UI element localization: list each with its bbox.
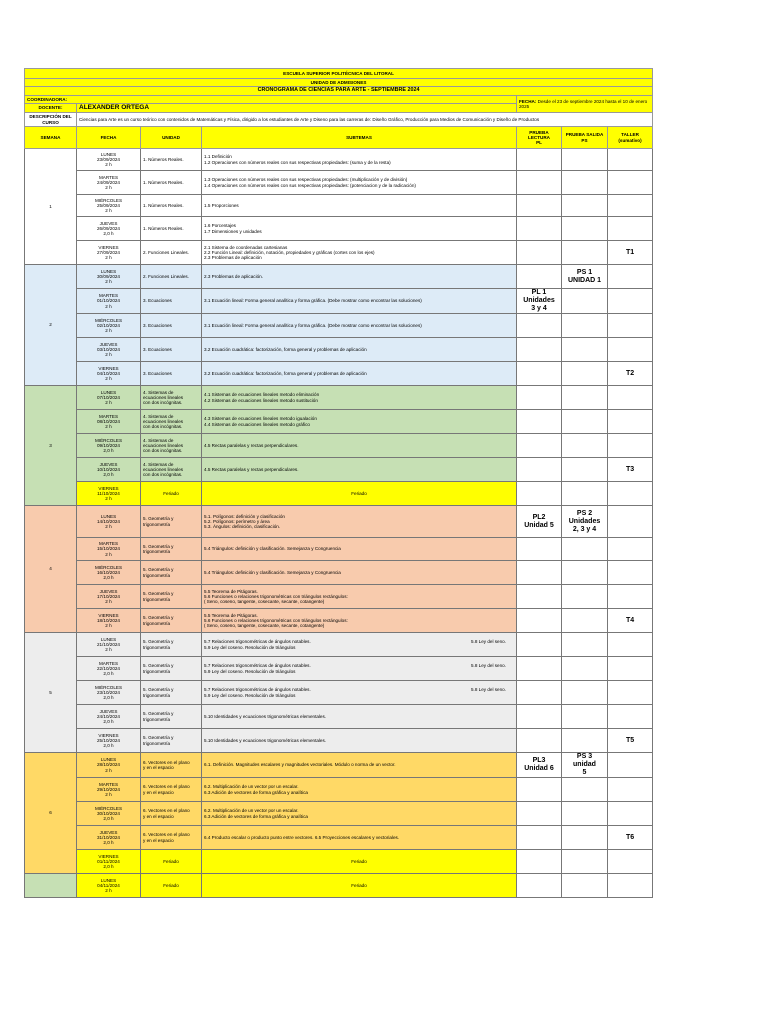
title-row — [25, 87, 653, 96]
taller-cell — [608, 289, 653, 314]
schedule-row — [25, 241, 653, 265]
date-cell: VIERNES 04/10/2024 2 h — [77, 362, 141, 386]
prueba-lectura-cell — [517, 386, 562, 410]
prueba-salida-cell — [562, 482, 608, 506]
prueba-lectura-cell — [517, 657, 562, 681]
taller-cell — [608, 506, 653, 538]
schedule-row — [25, 289, 653, 314]
date-cell: MIÉRCOLES 16/10/2024 2,0 h — [77, 561, 141, 585]
subtopics-wrap — [204, 639, 514, 649]
schedule-row — [25, 314, 653, 338]
subtopics-cell: 4.1 Sistemas de ecuaciones lineales metodo eliminación 4.2 Sistemas de ecuaciones lineales metodo sustitución — [202, 386, 517, 410]
unit-cell: 5. Geometría y trigonometría — [141, 538, 202, 561]
taller-cell: T6 — [608, 826, 653, 850]
date-cell: VIERNES 01/11/2024 2,0 h — [77, 850, 141, 874]
schedule-row — [25, 633, 653, 657]
unit-cell: 2. Funciones Lineales. — [141, 241, 202, 265]
unit-row — [25, 79, 653, 87]
taller-cell — [608, 585, 653, 609]
prueba-salida-cell — [562, 241, 608, 265]
date-cell: LUNES 23/09/2024 2 h — [77, 149, 141, 171]
taller-cell — [608, 265, 653, 289]
unit-cell: 5. Geometría y trigonometría — [141, 506, 202, 538]
col-prueba-lectura: PRUEBA LECTURA PL — [517, 127, 562, 149]
schedule-row — [25, 434, 653, 458]
schedule-body — [25, 69, 653, 898]
taller-cell — [608, 705, 653, 729]
prueba-lectura-cell — [517, 681, 562, 705]
prueba-salida-cell — [562, 149, 608, 171]
subtopics-cell: Feriado — [202, 482, 517, 506]
date-cell: LUNES 21/10/2024 2 h — [77, 633, 141, 657]
subtopics-cell: 4.3 Sistemas de ecuaciones lineales metodo igualación 4.4 Sistemas de ecuaciones lineales metodo gráfico — [202, 410, 517, 434]
date-cell: LUNES 28/10/2024 2 h — [77, 753, 141, 778]
prueba-salida-cell — [562, 458, 608, 482]
subtopics-cell: 5.4 Triángulos: definición y clasificación. Semejanza y Congruencia — [202, 561, 517, 585]
unit-cell: 6. Vectores en el plano y en el espacio — [141, 778, 202, 802]
subtopics-cell: 5.5 Teorema de Pitágoras. 5.6 Funciones o relaciones trigonométricas con triángulos rectángulos: ( Seno, coseno, tangente, cosecante, secante, cotangente) — [202, 585, 517, 609]
schedule-row — [25, 410, 653, 434]
prueba-lectura-cell — [517, 338, 562, 362]
prueba-salida-cell: PS 3 unidad 5 — [562, 753, 608, 778]
descripcion-label: DESCRIPCIÓN DEL CURSO — [25, 113, 77, 127]
schedule-row — [25, 338, 653, 362]
subtopics-cell — [202, 657, 517, 681]
taller-cell — [608, 633, 653, 657]
taller-cell — [608, 434, 653, 458]
date-cell: JUEVES 24/10/2024 2,0 h — [77, 705, 141, 729]
prueba-lectura-cell — [517, 778, 562, 802]
prueba-lectura-cell — [517, 585, 562, 609]
taller-cell — [608, 482, 653, 506]
taller-cell — [608, 410, 653, 434]
col-prueba-salida: PRUEBA SALIDA PS — [562, 127, 608, 149]
course-description: Ciencias para Arte es un curso teórico con contenidos de Matemáticas y Física, dirigido a los estudiantes de Arte y Diseno para las carreras de: Diseño Gráfico, Producción para Medios de Comunicación y Diseño de Productos — [77, 113, 653, 127]
unit-cell: 5. Geometría y trigonometría — [141, 585, 202, 609]
date-cell: MIÉRCOLES 09/10/2024 2,0 h — [77, 434, 141, 458]
schedule-row — [25, 681, 653, 705]
taller-cell — [608, 681, 653, 705]
taller-cell — [608, 657, 653, 681]
date-cell: MARTES 29/10/2024 2 h — [77, 778, 141, 802]
schedule-table — [24, 68, 653, 898]
schedule-row — [25, 265, 653, 289]
taller-cell — [608, 386, 653, 410]
prueba-lectura-cell — [517, 171, 562, 195]
col-unidad: UNIDAD — [141, 127, 202, 149]
taller-cell — [608, 538, 653, 561]
date-cell: VIERNES 25/10/2024 2,0 h — [77, 729, 141, 753]
unit-cell: 5. Geometría y trigonometría — [141, 705, 202, 729]
prueba-lectura-cell — [517, 850, 562, 874]
subtopics-cell: Feriado — [202, 850, 517, 874]
subtopics-text: 5.7 Relaciones trigonométricas de ángulos notables. 5.9 Ley del coseno. Resolución de triángulos — [204, 687, 311, 698]
prueba-salida-cell: PS 1 UNIDAD 1 — [562, 265, 608, 289]
prueba-salida-cell — [562, 585, 608, 609]
unit-name: UNIDAD DE ADMISIONES — [25, 79, 653, 87]
date-cell: JUEVES 03/10/2024 2 h — [77, 338, 141, 362]
unit-cell: 5. Geometría y trigonometría — [141, 657, 202, 681]
schedule-row — [25, 561, 653, 585]
subtopics-cell: 3.2 Ecuación cuadrática: factorización, forma general y problemas de aplicación — [202, 338, 517, 362]
taller-cell — [608, 874, 653, 898]
unit-cell: 3. Ecuaciones — [141, 362, 202, 386]
date-cell: MARTES 15/10/2024 2 h — [77, 538, 141, 561]
date-cell: MARTES 01/10/2024 2 h — [77, 289, 141, 314]
date-cell: MARTES 08/10/2024 2 h — [77, 410, 141, 434]
subtopics-cell: 3.1 Ecuación lineal: Forma general analítica y forma gráfica. (Debe mostrar como encontrar las soluciones) — [202, 314, 517, 338]
subtopics-cell — [202, 633, 517, 657]
week-number: 5 — [25, 633, 77, 753]
prueba-salida-cell — [562, 657, 608, 681]
prueba-lectura-cell — [517, 195, 562, 217]
date-cell: JUEVES 31/10/2024 2,0 h — [77, 826, 141, 850]
date-cell: MIÉRCOLES 30/10/2024 2,0 h — [77, 802, 141, 826]
subtopics-cell: 6.2. Multiplicación de un vector por un escalar. 6.3 Adición de vectores de forma gráfica y analítica — [202, 802, 517, 826]
taller-cell — [608, 338, 653, 362]
prueba-salida-cell — [562, 386, 608, 410]
taller-cell — [608, 314, 653, 338]
prueba-salida-cell — [562, 171, 608, 195]
taller-cell — [608, 195, 653, 217]
schedule-sheet — [24, 68, 652, 898]
school-row — [25, 69, 653, 79]
unit-cell: 1. Números Reales. — [141, 171, 202, 195]
date-cell: LUNES 04/11/2024 2 h — [77, 874, 141, 898]
date-cell: JUEVES 17/10/2024 2 h — [77, 585, 141, 609]
date-cell: VIERNES 18/10/2024 2 h — [77, 609, 141, 633]
unit-cell: 4. Sistemas de ecuaciones lineales con dos incógnitas. — [141, 410, 202, 434]
schedule-row — [25, 802, 653, 826]
prueba-lectura-cell — [517, 482, 562, 506]
subtopics-cell: 6.2. Multiplicación de un vector por un escalar. 6.3 Adición de vectores de forma gráfica y analítica — [202, 778, 517, 802]
prueba-lectura-cell — [517, 705, 562, 729]
prueba-salida-cell — [562, 338, 608, 362]
week-number: 6 — [25, 753, 77, 874]
subtopics-cell — [202, 681, 517, 705]
date-cell: JUEVES 26/09/2024 2,0 h — [77, 217, 141, 241]
schedule-row — [25, 217, 653, 241]
unit-cell: 5. Geometría y trigonometría — [141, 681, 202, 705]
date-cell: MIÉRCOLES 02/10/2024 2 h — [77, 314, 141, 338]
taller-cell: T5 — [608, 729, 653, 753]
unit-cell: 5. Geometría y trigonometría — [141, 633, 202, 657]
subtopics-cell: 1.6 Porcentajes 1.7 Dimensiones y unidades — [202, 217, 517, 241]
subtopics-cell: 2.3 Problemas de aplicación. — [202, 265, 517, 289]
subtopics-cell: 4.5 Rectas paralelas y rectas perpendiculares. — [202, 458, 517, 482]
subtopics-cell: 1.5 Proporciones — [202, 195, 517, 217]
unit-cell: 5. Geometría y trigonometría — [141, 609, 202, 633]
schedule-row — [25, 778, 653, 802]
subtopics-cell: 5.4 Triángulos: definición y clasificación. Semejanza y Congruencia — [202, 538, 517, 561]
schedule-row — [25, 506, 653, 538]
unit-cell: 3. Ecuaciones — [141, 289, 202, 314]
subtopics-cell: 5.10 Identidades y ecuaciones trigonométricas elementales. — [202, 705, 517, 729]
col-taller: TALLER (sumativo) — [608, 127, 653, 149]
fecha-value: Desde el 23 de septiembre 2024 hasta el 10 de enero 2025 — [519, 98, 648, 109]
unit-cell: 3. Ecuaciones — [141, 314, 202, 338]
subtopics-cell: 5.1. Polígonos: definición y clasificación 5.2. Polígonos: perímetro y área 5.3. Ángulos: definición, clasificación. — [202, 506, 517, 538]
prueba-lectura-cell — [517, 410, 562, 434]
schedule-row — [25, 609, 653, 633]
prueba-salida-cell: PS 2 Unidades 2, 3 y 4 — [562, 506, 608, 538]
subtopics-text: 5.7 Relaciones trigonométricas de ángulos notables. 5.9 Ley del coseno. Resolución de triángulos — [204, 663, 311, 674]
date-cell: MARTES 24/09/2024 2 h — [77, 171, 141, 195]
subtopics-cell: 3.2 Ecuación cuadrática: factorización, forma general y problemas de aplicación — [202, 362, 517, 386]
date-cell: MIÉRCOLES 23/10/2024 2,0 h — [77, 681, 141, 705]
unit-cell: Feriado — [141, 874, 202, 898]
page-title: CRONOGRAMA DE CIENCIAS PARA ARTE - SEPTIEMBRE 2024 — [25, 87, 653, 96]
prueba-salida-cell — [562, 633, 608, 657]
week-number: 3 — [25, 386, 77, 506]
prueba-salida-cell — [562, 362, 608, 386]
date-cell: LUNES 30/09/2024 2 h — [77, 265, 141, 289]
subtopics-cell: 1.3 Operaciones con números reales con sus respectivas propiedades: (multiplicación y de división) 1.4 Operaciones con números reales con sus respectivas propiedades: (potenciacion y de la radicación) — [202, 171, 517, 195]
prueba-lectura-cell — [517, 538, 562, 561]
date-cell: MARTES 22/10/2024 2,0 h — [77, 657, 141, 681]
prueba-salida-cell — [562, 314, 608, 338]
week-number: 1 — [25, 149, 77, 265]
prueba-lectura-cell — [517, 729, 562, 753]
prueba-salida-cell — [562, 778, 608, 802]
prueba-lectura-cell — [517, 314, 562, 338]
subtopics-side-text: 5.8 Ley del seno. — [471, 639, 506, 645]
unit-cell: 3. Ecuaciones — [141, 338, 202, 362]
unit-cell: 1. Números Reales. — [141, 217, 202, 241]
column-header-row — [25, 127, 653, 149]
coordinadora-label: COORDINADORA: — [25, 96, 517, 104]
subtopics-text: 5.7 Relaciones trigonométricas de ángulos notables. 5.9 Ley del coseno. Resolución de triángulos — [204, 639, 311, 650]
subtopics-wrap — [204, 663, 514, 673]
unit-cell: 4. Sistemas de ecuaciones lineales con dos incógnitas. — [141, 458, 202, 482]
unit-cell: 4. Sistemas de ecuaciones lineales con dos incógnitas. — [141, 434, 202, 458]
schedule-row — [25, 171, 653, 195]
prueba-salida-cell — [562, 729, 608, 753]
schedule-row — [25, 482, 653, 506]
fecha-cell — [517, 96, 653, 113]
unit-cell: Feriado — [141, 850, 202, 874]
prueba-salida-cell — [562, 538, 608, 561]
prueba-lectura-cell — [517, 265, 562, 289]
subtopics-side-text: 5.8 Ley del seno. — [471, 687, 506, 693]
unit-cell: 2. Funciones Lineales. — [141, 265, 202, 289]
schedule-row — [25, 362, 653, 386]
week-number: 2 — [25, 265, 77, 386]
subtopics-cell: 6.1. Definición. Magnitudes escalares y magnitudes vectoriales. Módulo o norma de un vector. — [202, 753, 517, 778]
taller-cell — [608, 149, 653, 171]
prueba-salida-cell — [562, 826, 608, 850]
schedule-row — [25, 458, 653, 482]
prueba-salida-cell — [562, 434, 608, 458]
schedule-row — [25, 538, 653, 561]
prueba-lectura-cell — [517, 561, 562, 585]
taller-cell — [608, 217, 653, 241]
docente-label: DOCENTE: — [25, 104, 77, 113]
schedule-row — [25, 705, 653, 729]
unit-cell: 6. Vectores en el plano y en el espacio — [141, 753, 202, 778]
prueba-lectura-cell — [517, 633, 562, 657]
prueba-salida-cell — [562, 195, 608, 217]
date-cell: LUNES 07/10/2024 2 h — [77, 386, 141, 410]
schedule-row — [25, 850, 653, 874]
col-subtemas: SUBTEMAS — [202, 127, 517, 149]
schedule-row — [25, 657, 653, 681]
date-cell: JUEVES 10/10/2024 2,0 h — [77, 458, 141, 482]
subtopics-cell: 3.1 Ecuación lineal: Forma general analítica y forma gráfica. (Debe mostrar como encontrar las soluciones) — [202, 289, 517, 314]
date-cell: LUNES 14/10/2024 2 h — [77, 506, 141, 538]
date-cell: VIERNES 11/10/2024 2 h — [77, 482, 141, 506]
schedule-row — [25, 753, 653, 778]
subtopics-cell: Feriado — [202, 874, 517, 898]
schedule-row — [25, 826, 653, 850]
unit-cell: Feriado — [141, 482, 202, 506]
prueba-lectura-cell: PL3 Unidad 6 — [517, 753, 562, 778]
unit-cell: 5. Geometría y trigonometría — [141, 561, 202, 585]
unit-cell: 6. Vectores en el plano y en el espacio — [141, 802, 202, 826]
prueba-lectura-cell — [517, 802, 562, 826]
col-fecha: FECHA — [77, 127, 141, 149]
prueba-lectura-cell: PL 1 Unidades 3 y 4 — [517, 289, 562, 314]
prueba-salida-cell — [562, 561, 608, 585]
subtopics-cell: 5.5 Teorema de Pitágoras. 5.6 Funciones o relaciones trigonométricas con triángulos rectángulos: ( Seno, coseno, tangente, cosecante, secante, cotangente) — [202, 609, 517, 633]
prueba-lectura-cell — [517, 826, 562, 850]
taller-cell: T1 — [608, 241, 653, 265]
prueba-lectura-cell — [517, 458, 562, 482]
schedule-row — [25, 149, 653, 171]
week-number — [25, 874, 77, 898]
date-cell: MIÉRCOLES 25/09/2024 2 h — [77, 195, 141, 217]
taller-cell — [608, 753, 653, 778]
schedule-row — [25, 386, 653, 410]
subtopics-side-text: 5.8 Ley del seno. — [471, 663, 506, 669]
docente-name: ALEXANDER ORTEGA — [77, 104, 517, 113]
coordinadora-row — [25, 96, 653, 104]
unit-cell: 1. Números Reales. — [141, 149, 202, 171]
unit-cell: 4. Sistemas de ecuaciones lineales con dos incógnitas. — [141, 386, 202, 410]
subtopics-cell: 4.5 Rectas paralelas y rectas perpendiculares. — [202, 434, 517, 458]
fecha-label: FECHA: — [519, 98, 537, 104]
prueba-salida-cell — [562, 874, 608, 898]
taller-cell — [608, 850, 653, 874]
taller-cell — [608, 802, 653, 826]
unit-cell: 1. Números Reales. — [141, 195, 202, 217]
subtopics-cell: 6.4 Producto escalar o producto punto entre vectores. 6.5 Proyecciones escalares y vectoriales. — [202, 826, 517, 850]
schedule-row — [25, 585, 653, 609]
taller-cell — [608, 171, 653, 195]
taller-cell — [608, 561, 653, 585]
prueba-lectura-cell — [517, 434, 562, 458]
unit-cell: 5. Geometría y trigonometría — [141, 729, 202, 753]
prueba-lectura-cell — [517, 874, 562, 898]
col-semana: SEMANA — [25, 127, 77, 149]
prueba-salida-cell — [562, 850, 608, 874]
prueba-lectura-cell — [517, 241, 562, 265]
schedule-row — [25, 874, 653, 898]
subtopics-wrap — [204, 687, 514, 697]
prueba-lectura-cell — [517, 149, 562, 171]
prueba-lectura-cell — [517, 362, 562, 386]
prueba-salida-cell — [562, 289, 608, 314]
descripcion-row — [25, 113, 653, 127]
subtopics-cell: 1.1 Definición 1.2 Operaciones con números reales con sus respectivas propiedades: (suma y de la resta) — [202, 149, 517, 171]
prueba-lectura-cell: PL2 Unidad 5 — [517, 506, 562, 538]
prueba-salida-cell — [562, 410, 608, 434]
date-cell: VIERNES 27/09/2024 2 h — [77, 241, 141, 265]
prueba-salida-cell — [562, 217, 608, 241]
subtopics-cell: 2.1 Sistema de coordenadas cartesianas 2.2 Función Lineal: definición, notación, propiedades y gráficas (cortes con los ejes) 2.3 Problemas de aplicación — [202, 241, 517, 265]
prueba-salida-cell — [562, 802, 608, 826]
schedule-row — [25, 195, 653, 217]
prueba-salida-cell — [562, 609, 608, 633]
prueba-lectura-cell — [517, 609, 562, 633]
schedule-row — [25, 729, 653, 753]
taller-cell: T2 — [608, 362, 653, 386]
taller-cell — [608, 778, 653, 802]
school-name: ESCUELA SUPERIOR POLITÉCNICA DEL LITORAL — [25, 69, 653, 79]
subtopics-cell: 5.10 Identidades y ecuaciones trigonométricas elementales. — [202, 729, 517, 753]
taller-cell: T4 — [608, 609, 653, 633]
unit-cell: 6. Vectores en el plano y en el espacio — [141, 826, 202, 850]
prueba-salida-cell — [562, 681, 608, 705]
prueba-salida-cell — [562, 705, 608, 729]
taller-cell: T3 — [608, 458, 653, 482]
week-number: 4 — [25, 506, 77, 633]
prueba-lectura-cell — [517, 217, 562, 241]
